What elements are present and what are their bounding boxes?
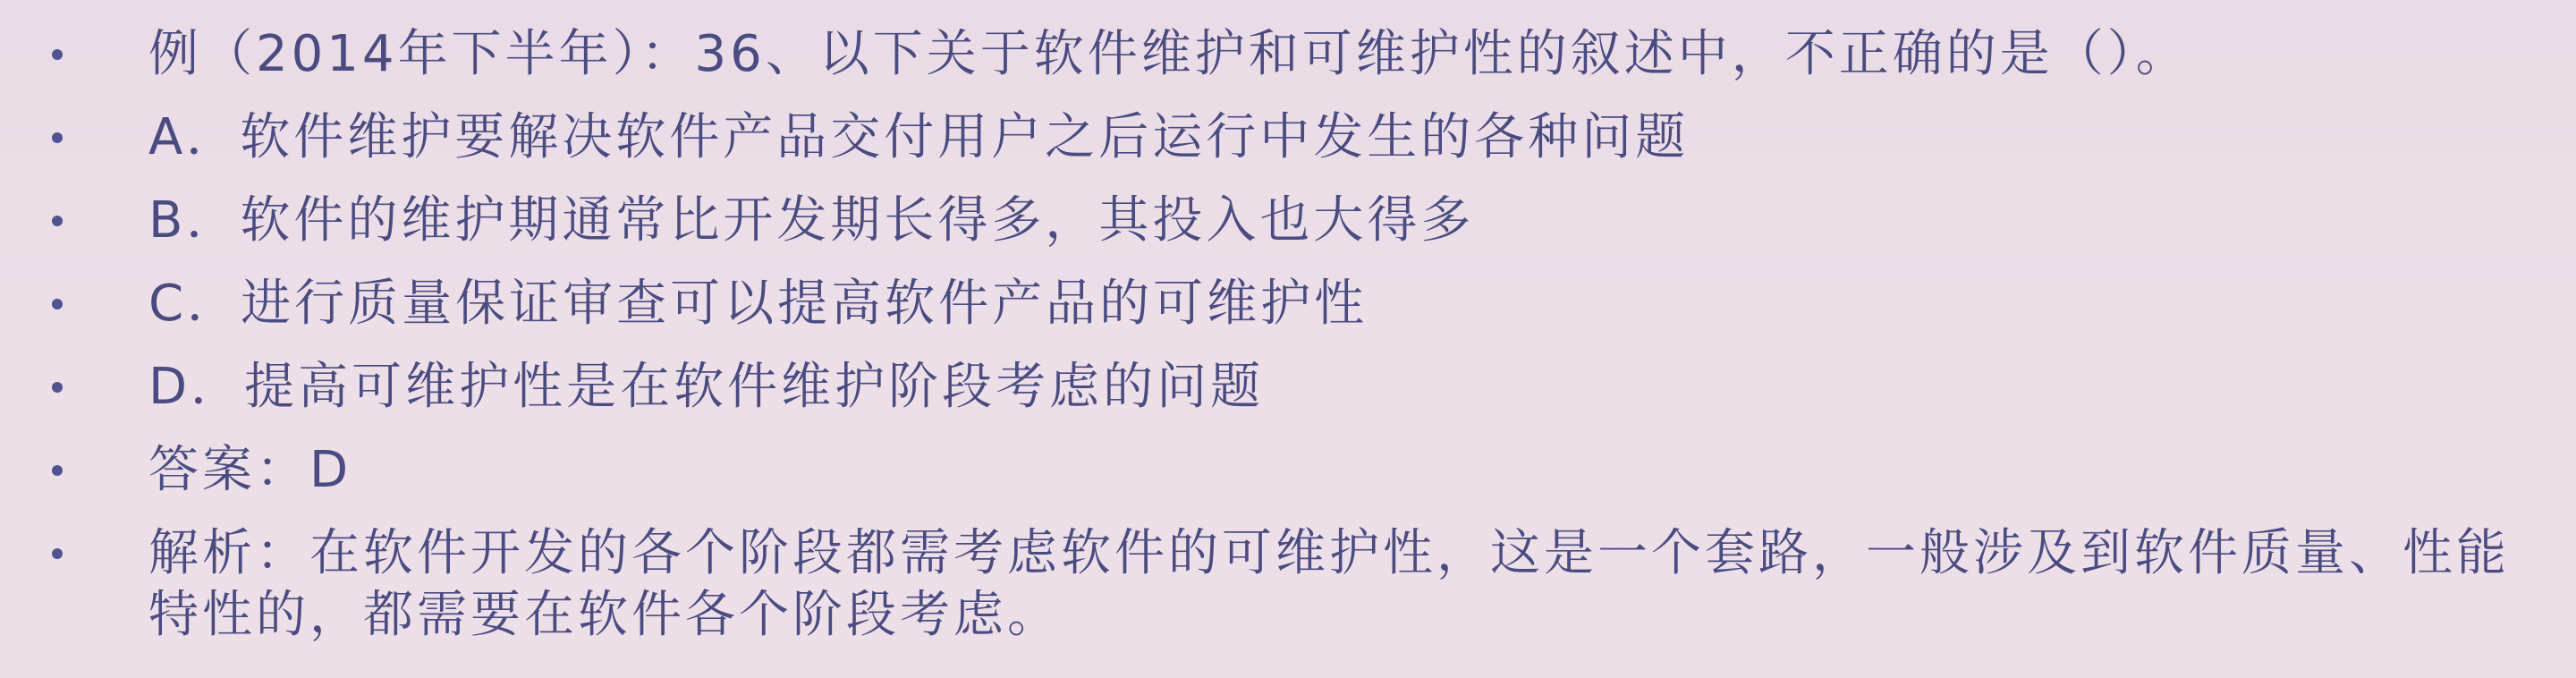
bullet-icon xyxy=(52,548,63,559)
bullet-icon xyxy=(52,299,63,309)
answer-item xyxy=(52,439,2521,501)
analysis-item xyxy=(52,522,2521,646)
bullet-icon xyxy=(52,465,63,476)
question-text: 例（2014年下半年）：36、以下关于软件维护和可维护性的叙述中，不正确的是（）。 xyxy=(148,25,2190,83)
question-item xyxy=(52,23,2521,85)
bullet-icon xyxy=(52,49,63,60)
bullet-icon xyxy=(52,132,63,143)
bullet-icon xyxy=(52,382,63,393)
option-d-item xyxy=(52,356,2521,418)
option-d-text: D．提高可维护性是在软件维护阶段考虑的问题 xyxy=(148,358,1265,416)
bullet-list xyxy=(52,23,2521,667)
option-b-item xyxy=(52,190,2521,251)
option-c-item xyxy=(52,273,2521,335)
option-b-text: B．软件的维护期通常比开发期长得多，其投入也大得多 xyxy=(148,191,1475,250)
option-a-item xyxy=(52,106,2521,168)
analysis-text: 解析：在软件开发的各个阶段都需考虑软件的可维护性，这是一个套路，一般涉及到软件质量、性能特性的，都需要在软件各个阶段考虑。 xyxy=(148,524,2510,644)
answer-text: 答案：D xyxy=(148,441,352,499)
option-a-text: A．软件维护要解决软件产品交付用户之后运行中发生的各种问题 xyxy=(148,108,1690,166)
option-c-text: C．进行质量保证审查可以提高软件产品的可维护性 xyxy=(148,275,1368,333)
bullet-icon xyxy=(52,216,63,226)
